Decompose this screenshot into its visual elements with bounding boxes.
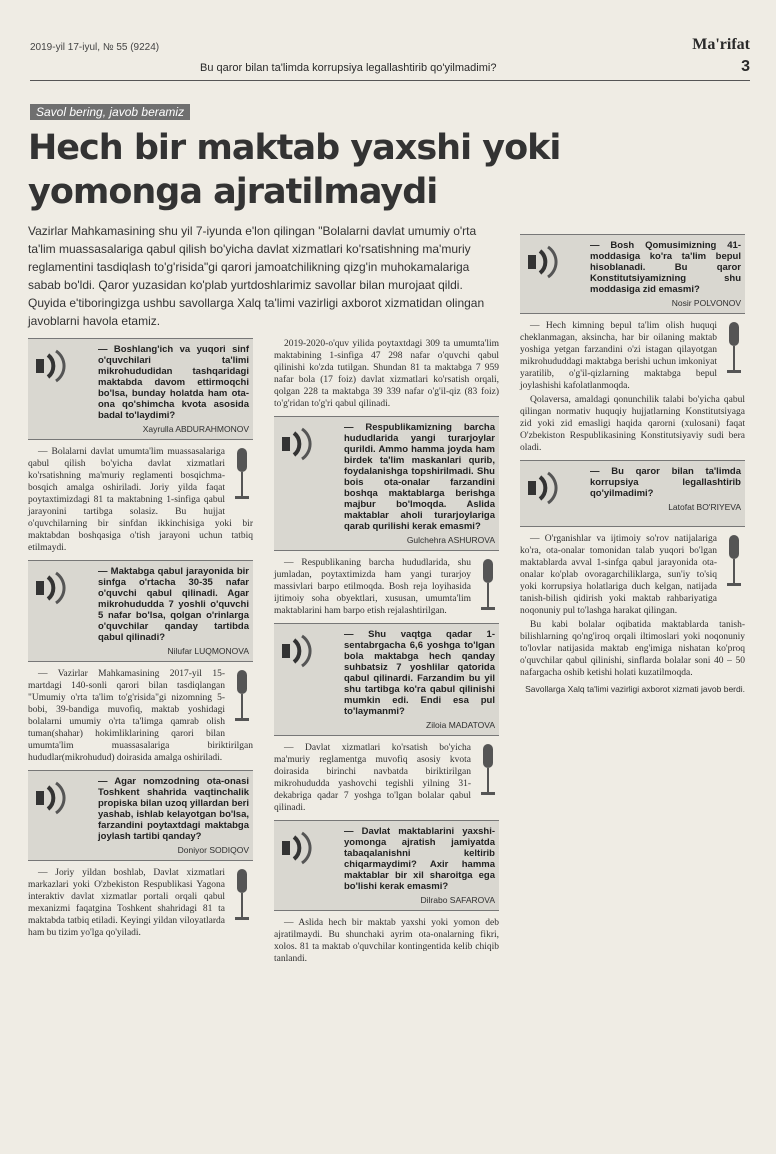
question-text: — Davlat maktablarini yaxshi-yomonga ajratish jamiyatda tabaqalanishni keltirib chiqarmaydimi? Axir hamma maktablar bir xil sharoitga ega bo'lishi kerak emasmi? bbox=[344, 826, 495, 892]
rubric: Savol bering, javob beramiz bbox=[30, 104, 190, 120]
question-author: Nosir POLVONOV bbox=[671, 298, 741, 308]
article-signature: Savollarga Xalq ta'limi vazirligi axborot xizmati javob berdi. bbox=[525, 684, 745, 694]
question-text: — Shu vaqtga qadar 1-sentabrgacha 6,6 yoshga to'lgan bola maktabga hech qanday suhbatsiz 7 yoshlilar qatorida qabul qilinardi. Farzandim bu yil shu tartibga ko'ra qabul qilinishi mumkin edi. Endi esa pul to'laymanmi? bbox=[344, 629, 495, 717]
question-icon bbox=[280, 427, 332, 461]
question-text: — Agar nomzodning ota-onasi Toshkent shahrida vaqtinchalik propiska bilan uzoq yillardan beri yashab, ishlab kelayotgan bo'lsa, farzandini poytaxtdagi maktabga joylash tartibi qanday? bbox=[98, 776, 249, 842]
microphone-icon bbox=[477, 557, 499, 617]
question-text: — Maktabga qabul jarayonida bir sinfga o'rtacha 30-35 nafar o'quvchi qabul qilinadi. Agar mikrohududda 7 yoshli o'quvchi 5 nafar bo'lsa, qolgan o'rinlarga o'quvchilar qanday tartibda qabul qilinadi? bbox=[98, 566, 249, 643]
microphone-icon bbox=[231, 668, 253, 728]
answer-text: Bu kabi bolalar oqibatida maktablarda tanish-bilishlarning qo'ng'iroq orqali iltimoslari yoki noqonuniy to'lovlar natijasida maktab eng'imiga nishatan ko'proq o'quvchilar qabul qilinishi, sinflarda bolalar soni 40 – 50 nafargacha oshib ketishi holati kuzatilmoqda. bbox=[520, 620, 745, 678]
page-header bbox=[30, 36, 750, 84]
question-box bbox=[28, 560, 253, 662]
answer-text: — Davlat xizmatlari ko'rsatish bo'yicha ma'muriy reglamentga muvofiq asosiy kvota doirasida birinchi navbatda biriktirilgan mikrohududda yashovchi tegishli yilning 31-dekabriga qadar 7 yoshga to'lgan bolalar qabul qilinadi. bbox=[274, 743, 471, 813]
question-box bbox=[520, 234, 745, 314]
question-box bbox=[28, 770, 253, 861]
answer-text: — Hech kimning bepul ta'lim olish huquqi cheklanmagan, aksincha, har bir oilaning maktab yoshiga yetgan farzandini o'zi istagan qilayotgan mikrohududdagi maktabga berishi uchun imkoniyat yaratilib, o'g'il-qizlarning maktabga bepul joylashishi kafolatlanmoqda. bbox=[520, 321, 717, 391]
headline: Hech bir maktab yaxshi yoki yomonga ajratilmaydi bbox=[28, 128, 561, 212]
question-box bbox=[274, 623, 499, 736]
question-box bbox=[274, 416, 499, 551]
answer-text: Qolaversa, amaldagi qonunchilik talabi bo'yicha qabul qilingan normativ huquqiy hujjatlarning Konstitutsiyaga zid yoki zid emasligi haqida qarorni (xulosani) faqat O'zbekiston Respublikasining Konstitutsiyaviy sudi bera oladi. bbox=[520, 395, 745, 453]
answer-text: 2019-2020-o'quv yilida poytaxtdagi 309 ta umumta'lim maktabining 1-sinfiga 47 298 nafar o'quvchi qabul qilinishi ko'zda tutilgan. Shundan 81 ta maktabga 7 959 nafar bola (17 foiz) davlat xizmatlari ko'rsatish orqali, qolgan 228 ta maktabga 39 339 nafar o'g'il-qiz (83 foiz) to'g'ridan to'g'ri qabul qilinadi. bbox=[274, 339, 499, 409]
question-author: Ziloia MADATOVA bbox=[426, 720, 495, 730]
question-icon bbox=[526, 471, 578, 505]
question-icon bbox=[280, 831, 332, 865]
question-author: Xayrulla ABDURAHMONOV bbox=[142, 424, 249, 434]
microphone-icon bbox=[231, 867, 253, 927]
answer-text: — Aslida hech bir maktab yaxshi yoki yomon deb ajratilmaydi. Bu shunchaki ayrim ota-onalarning fikri, xolos. 81 ta maktab o'quvchilar kontingentida kelib chiqib tanlandi. bbox=[274, 918, 499, 964]
question-icon bbox=[34, 349, 86, 383]
question-icon bbox=[526, 245, 578, 279]
page-number: 3 bbox=[741, 58, 750, 75]
question-author: Dilrabo SAFAROVA bbox=[420, 895, 495, 905]
microphone-icon bbox=[477, 742, 499, 802]
answer-text: — Bolalarni davlat umumta'lim muassasalariga qabul qilish bo'yicha davlat xizmatlari ko'rsatishning ma'muriy reglamenti bosqichma-bosqich amalga oshiriladi. Joriy yilda faqat poytaxtimizdagi 81 ta maktabning 1-sinfiga qabul jarayonini tartibga solasiz. Bu hujjat o'quvchilarning bir sinfdan ikkinchisiga yoki bir maktabdan boshqasiga o'tish jarayoni uchun tatbiq etilmaydi. bbox=[28, 447, 253, 553]
microphone-icon bbox=[723, 533, 745, 593]
column-1 bbox=[28, 332, 253, 941]
answer-text: — O'rganishlar va ijtimoiy so'rov natijalariga ko'ra, ota-onalar tomonidan talab yuqori bo'lgan maktablarda avval 1-sinfga qabul jarayonida ota-onalar ko'plab ovoragarchiliklarga, sun'iy to'siq yoki korrupsiya holatlariga duch kelgan, natijada tanish-bilish qidirish yoki maktab rahbariyatiga noqonuniy pul to'lashga harakat qilingan. bbox=[520, 534, 717, 616]
question-box bbox=[520, 460, 745, 527]
question-author: Doniyor SODIQOV bbox=[177, 845, 249, 855]
question-text: — Respublikamizning barcha hududlarida yangi turarjoylar qurildi. Ammo hamma joyda ham birdek ta'lim maskanlari qurib, foydalanishga topshirilmadi. Shu bois ota-onalar farzandini boshqa maktablarga berishga majbur bo'lmoqda. Aslida maktablar aholi turarjoylariga qarab qurilishi kerak emasmi? bbox=[344, 422, 495, 532]
question-icon bbox=[280, 634, 332, 668]
question-icon bbox=[34, 571, 86, 605]
question-box bbox=[274, 820, 499, 911]
issue-line: 2019-yil 17-iyul, № 55 (9224) bbox=[30, 42, 160, 53]
question-text: — Bosh Qomusimizning 41-moddasiga ko'ra ta'lim bepul hisoblanadi. Bu qaror Konstitutsiyamizning shu moddasiga zid emasmi? bbox=[590, 240, 741, 295]
question-author: Nilufar LUQMONOVA bbox=[167, 646, 249, 656]
masthead: Ma'rifat bbox=[692, 36, 750, 53]
question-text: — Boshlang'ich va yuqori sinf o'quvchilari ta'limi mikrohududidan tashqaridagi maktabda davom ettirmoqchi bo'lsa, bunday holatda ham ota-ona qo'shimcha kvota asosida badal to'laydimi? bbox=[98, 344, 249, 421]
answer-text: — Vazirlar Mahkamasining 2017-yil 15-martdagi 140-sonli qarori bilan tasdiqlangan "Umumiy o'rta ta'lim to'g'risida"gi nizomning 5-bobi, 39-bandiga muvofiq, maktab yoshidagi bolalarni umumiy o'rta ta'limga qamrab olish tuman(shahar) hokimliklarining qarori bilan umumta'lim muassasalariga biriktirilgan hududlar(mikrohudud) doirasida amalga oshiriladi. bbox=[28, 669, 253, 763]
microphone-icon bbox=[231, 446, 253, 506]
running-title: Bu qaror bilan ta'limda korrupsiya legallashtirib qo'yilmadimi? bbox=[200, 62, 497, 74]
column-3 bbox=[520, 228, 745, 695]
question-author: Gulchehra ASHUROVA bbox=[406, 535, 495, 545]
question-author: Latofat BO'RIYEVA bbox=[668, 502, 741, 512]
header-rule bbox=[30, 80, 750, 81]
answer-text: — Respublikaning barcha hududlarida, shu jumladan, poytaxtimizda ham yangi turarjoy massivlari barpo etilmoqda. Bosh reja loyihasida ijtimoiy soha obyektlari, xususan, umumta'lim maktablarini ham barpo etish rejalashtirilgan. bbox=[274, 558, 471, 616]
microphone-icon bbox=[723, 320, 745, 380]
question-text: — Bu qaror bilan ta'limda korrupsiya legallashtirib qo'yilmadimi? bbox=[590, 466, 741, 499]
column-2 bbox=[274, 338, 499, 967]
question-box bbox=[28, 338, 253, 440]
question-icon bbox=[34, 781, 86, 815]
answer-text: — Joriy yildan boshlab, Davlat xizmatlari markazlari yoki O'zbekiston Respublikasi Yagona interaktiv davlat xizmatlar portali orqali qabul mexanizmi faqatgina Toshkent shahridagi 81 ta maktabda tatbiq etiladi. Keyingi yildan viloyatlarda ham bu tizim yo'lga qo'yiladi. bbox=[28, 868, 225, 938]
lead-paragraph: Vazirlar Mahkamasining shu yil 7-iyunda e'lon qilingan "Bolalarni davlat umumiy o'rta ta'lim muassasalariga qabul qilish bo'yicha davlat xizmatlari ko'rsatishning ma'muriy reglamentini tasdiqlash to'g'risida"gi qarori jamoatchilikning qizg'in muhokamalariga sabab bo'ldi. Qaror yuzasidan ko'plab yurtdoshlarimiz savollar bilan murojaat qildi. Quyida e'tiboringizga ushbu savollarga Xalq ta'limi vazirligi axborot xizmatidan olingan javoblarni havola etamiz. bbox=[28, 224, 485, 328]
